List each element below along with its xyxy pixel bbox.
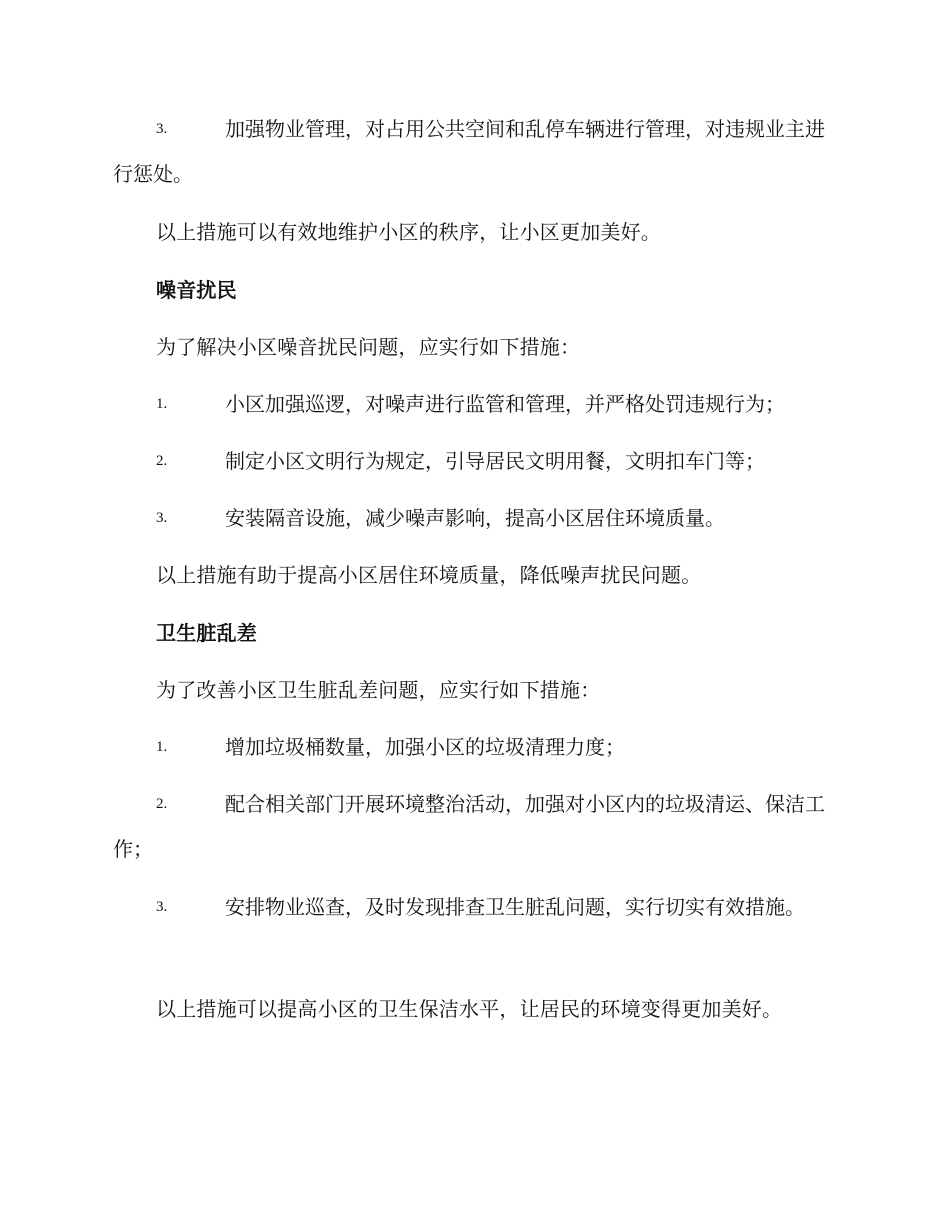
- list-item-number: 2.: [156, 796, 168, 812]
- list-item-number: 3.: [156, 899, 168, 915]
- list-item-number: 2.: [156, 453, 168, 469]
- list-item-text: 安装隔音设施，减少噪声影响，提高小区居住环境质量。: [225, 506, 725, 530]
- list-item: [113, 496, 838, 541]
- list-item-text: 配合相关部门开展环境整治活动，加强对小区内的垃圾清运、保洁工作；: [113, 792, 825, 861]
- list-item-text: 小区加强巡逻，对噪声进行监管和管理，并严格处罚违规行为；: [225, 392, 785, 416]
- list-item-number: 3.: [156, 510, 168, 526]
- list-item: [113, 782, 838, 872]
- list-item: [113, 382, 838, 427]
- list-item: [113, 885, 838, 930]
- list-item: [113, 439, 838, 484]
- list-item: [113, 107, 838, 197]
- list-item-number: 3.: [156, 121, 168, 137]
- summary-paragraph: 以上措施可以提高小区的卫生保洁水平，让居民的环境变得更加美好。: [156, 997, 783, 1021]
- summary-paragraph: 以上措施有助于提高小区居住环境质量，降低噪声扰民问题。: [156, 563, 702, 587]
- summary-paragraph: 以上措施可以有效地维护小区的秩序，让小区更加美好。: [156, 220, 661, 244]
- list-item-number: 1.: [156, 396, 168, 412]
- list-item-text: 安排物业巡查，及时发现排查卫生脏乱问题，实行切实有效措施。: [225, 895, 805, 919]
- list-item-number: 1.: [156, 739, 168, 755]
- intro-paragraph: 为了解决小区噪音扰民问题，应实行如下措施：: [156, 335, 581, 359]
- list-item-text: 加强物业管理，对占用公共空间和乱停车辆进行管理，对违规业主进行惩处。: [113, 117, 825, 186]
- section-heading-hygiene: 卫生脏乱差: [156, 621, 257, 645]
- intro-paragraph: 为了改善小区卫生脏乱差问题，应实行如下措施：: [156, 678, 601, 702]
- section-heading-noise: 噪音扰民: [156, 278, 237, 302]
- list-item: [113, 725, 838, 770]
- list-item-text: 增加垃圾桶数量，加强小区的垃圾清理力度；: [225, 735, 625, 759]
- list-item-text: 制定小区文明行为规定，引导居民文明用餐，文明扣车门等；: [225, 449, 765, 473]
